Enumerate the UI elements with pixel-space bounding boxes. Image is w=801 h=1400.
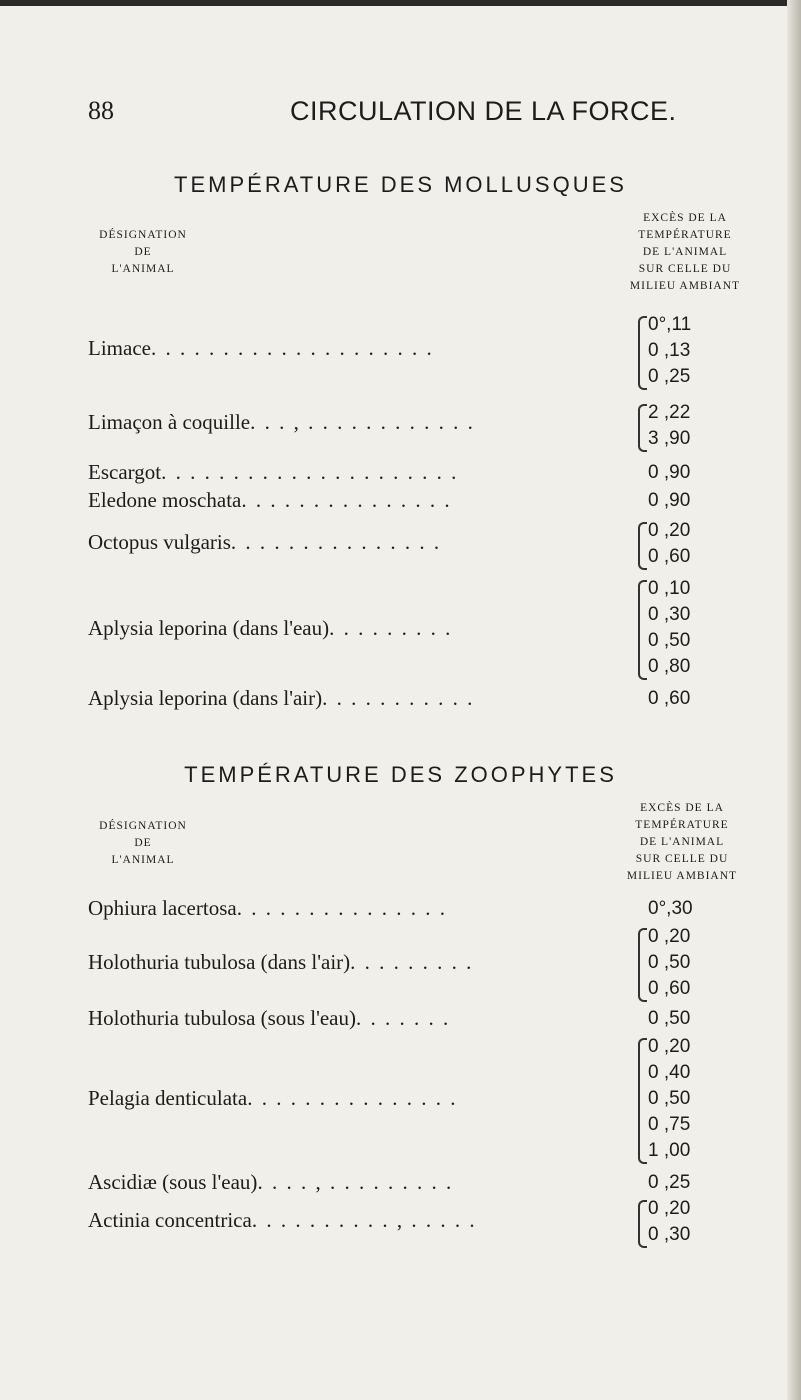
value: 0 ,13 [648, 340, 691, 361]
value: 0 ,75 [648, 1114, 691, 1135]
value: 0 ,80 [648, 656, 691, 677]
value: 0 ,20 [648, 1198, 691, 1219]
values-group [648, 1034, 690, 1164]
page-number: 88 [88, 96, 114, 125]
leader-dots: . . . . . . . . . [329, 616, 453, 640]
leader-dots: . . . . . . . . . [350, 950, 474, 974]
values-group [648, 460, 690, 486]
animal-name: Ophiura lacertosa [88, 896, 237, 920]
animal-name: Limace [88, 336, 151, 360]
section-title: TEMPÉRATURE DES MOLLUSQUES [174, 172, 627, 197]
value: 0 ,50 [648, 952, 691, 973]
running-head: CIRCULATION DE LA FORCE. [290, 96, 677, 126]
leader-dots: . . . . . . . . . . . . . . . [241, 488, 452, 512]
value: 0 ,40 [648, 1062, 691, 1083]
animal-name: Escargot [88, 460, 162, 484]
values-group [648, 924, 690, 1002]
values-group [648, 400, 690, 452]
page-header [0, 96, 801, 136]
animal-name: Ascidiæ (sous l'eau) [88, 1170, 258, 1194]
value: 0 ,50 [648, 1008, 691, 1029]
value: 0 ,90 [648, 462, 691, 483]
brace [638, 1038, 647, 1164]
animal-name: Limaçon à coquille [88, 410, 251, 434]
leader-dots: . . . . . . . . . . . . . . . . . . . . . [161, 460, 459, 484]
value: 0 ,10 [648, 578, 691, 599]
top-border [0, 0, 801, 6]
brace [638, 522, 647, 570]
value: 0 ,20 [648, 520, 691, 541]
values-group [648, 488, 690, 514]
values-group [648, 576, 690, 680]
value: 0°,30 [648, 898, 693, 919]
values-group [648, 312, 691, 390]
values-group [648, 896, 693, 922]
leader-dots: . . . . . . . . . . , . . . . . [251, 1208, 477, 1232]
value: 3 ,90 [648, 428, 691, 449]
value: 0 ,90 [648, 490, 691, 511]
brace [638, 928, 647, 1002]
col-header-designation: DÉSIGNATION DE L'ANIMAL [99, 229, 187, 275]
value: 0 ,25 [648, 1172, 691, 1193]
value: 0°,11 [648, 314, 692, 335]
animal-name: Holothuria tubulosa (sous l'eau) [88, 1006, 356, 1030]
values-group [648, 1006, 690, 1032]
leader-dots: . . . . . . . . . . . . . . . . . . . . [150, 336, 434, 360]
value: 0 ,60 [648, 546, 691, 567]
value: 0 ,30 [648, 604, 691, 625]
page-edge-shadow [787, 0, 801, 1400]
leader-dots: . . . . . . . . . . . . . . . [236, 896, 447, 920]
value: 0 ,20 [648, 1036, 691, 1057]
value: 1 ,00 [648, 1140, 691, 1161]
leader-dots: . . . , . . . . . . . . . . . . [250, 410, 475, 434]
animal-name: Aplysia leporina (dans l'air) [88, 686, 323, 710]
value: 0 ,20 [648, 926, 691, 947]
brace [638, 1200, 647, 1248]
animal-name: Aplysia leporina (dans l'eau) [88, 616, 330, 640]
animal-name: Pelagia denticulata [88, 1086, 248, 1110]
value: 2 ,22 [648, 402, 691, 423]
animal-name: Octopus vulgaris [88, 530, 231, 554]
col-header-exces: EXCÈS DE LA TEMPÉRATURE DE L'ANIMAL SUR CELLE DU MILIEU AMBIANT [626, 802, 738, 882]
values-group [648, 686, 690, 712]
brace [638, 316, 647, 390]
leader-dots: . . . . . . . [356, 1006, 451, 1030]
brace [638, 404, 647, 452]
animal-name: Holothuria tubulosa (dans l'air) [88, 950, 351, 974]
animal-name: Eledone moschata [88, 488, 242, 512]
col-header-exces: EXCÈS DE LA TEMPÉRATURE DE L'ANIMAL SUR CELLE DU MILIEU AMBIANT [629, 212, 741, 292]
leader-dots: . . . . . . . . . . . . . . . [230, 530, 442, 554]
value: 0 ,60 [648, 688, 691, 709]
leader-dots: . . . . . . . . . . . . . . . [247, 1086, 458, 1110]
value: 0 ,50 [648, 1088, 691, 1109]
values-group [648, 1170, 690, 1196]
leader-dots: . . . . , . . . . . . . . . [257, 1170, 454, 1194]
values-group [648, 1196, 690, 1248]
value: 0 ,50 [648, 630, 691, 651]
animal-name: Actinia concentrica [88, 1208, 252, 1232]
brace [638, 580, 647, 680]
value: 0 ,60 [648, 978, 691, 999]
leader-dots: . . . . . . . . . . . [322, 686, 475, 710]
section-title: TEMPÉRATURE DES ZOOPHYTES [184, 762, 617, 787]
value: 0 ,30 [648, 1224, 691, 1245]
col-header-designation: DÉSIGNATION DE L'ANIMAL [99, 820, 187, 866]
values-group [648, 518, 690, 570]
value: 0 ,25 [648, 366, 691, 387]
